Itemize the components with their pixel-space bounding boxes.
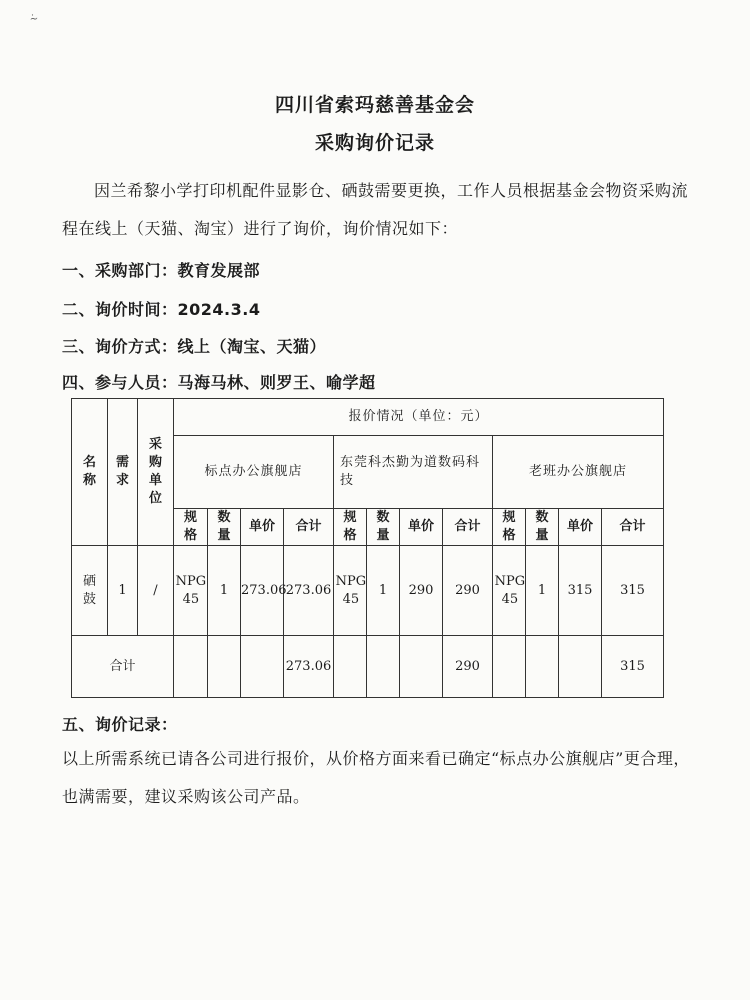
sum-label: 合计 [72,636,174,698]
store-1: 标点办公旗舰店 [174,436,334,509]
sum-store-2: 290 [443,636,493,698]
item-participants: 四、参与人员：马海马林、则罗王、喻学超 [62,373,376,392]
item-inquiry-method: 三、询价方式：线上（淘宝、天猫） [62,337,327,356]
sub-spec: 规格 [174,509,208,546]
col-demand-header: 需求 [108,399,138,546]
row-unit: / [138,546,174,636]
sub-price: 单价 [400,509,443,546]
q2-total: 290 [443,546,493,636]
intro-paragraph: 因兰希黎小学打印机配件显影仓、硒鼓需要更换，工作人员根据基金会物资采购流程在线上（天猫、淘宝）进行了询价，询价情况如下： [62,181,689,238]
sub-qty: 数量 [208,509,241,546]
sub-spec: 规格 [334,509,367,546]
doc-title: 采购询价记录 [314,132,435,154]
sub-qty: 数量 [367,509,400,546]
scan-mark: ˙ ̴ [30,14,39,25]
q1-spec: NPG45 [174,546,208,636]
item-inquiry-time: 二、询价时间：2024.3.4 [62,300,261,319]
table-row [72,546,664,636]
item-department: 一、采购部门：教育发展部 [62,261,261,280]
q3-spec: NPG45 [493,546,526,636]
quote-header: 报价情况（单位：元） [174,399,664,436]
item-record: 五、询价记录： [62,715,178,734]
sum-store-3: 315 [602,636,664,698]
quote-table [71,398,664,698]
q2-qty: 1 [367,546,400,636]
sum-store-1: 273.06 [284,636,334,698]
sub-qty: 数量 [526,509,559,546]
q1-qty: 1 [208,546,241,636]
q3-qty: 1 [526,546,559,636]
sub-total: 合计 [602,509,664,546]
store-3: 老班办公旗舰店 [493,436,664,509]
col-name-header: 名称 [72,399,108,546]
sum-row [72,636,664,698]
org-title: 四川省索玛慈善基金会 [274,94,475,116]
q1-total: 273.06 [284,546,334,636]
q3-price: 315 [559,546,602,636]
sub-total: 合计 [443,509,493,546]
row-name: 硒鼓 [72,546,108,636]
sub-spec: 规格 [493,509,526,546]
q1-price: 273.06 [241,546,284,636]
sub-price: 单价 [241,509,284,546]
sub-price: 单价 [559,509,602,546]
col-unit-header: 采购单位 [138,399,174,546]
record-paragraph: 以上所需系统已请各公司进行报价，从价格方面来看已确定“标点办公旗舰店”更合理，也满需要，建议采购该公司产品。 [62,749,690,806]
q3-total: 315 [602,546,664,636]
q2-spec: NPG45 [334,546,367,636]
q2-price: 290 [400,546,443,636]
store-2: 东莞科杰勤为道数码科技 [334,436,493,509]
row-demand: 1 [108,546,138,636]
sub-total: 合计 [284,509,334,546]
